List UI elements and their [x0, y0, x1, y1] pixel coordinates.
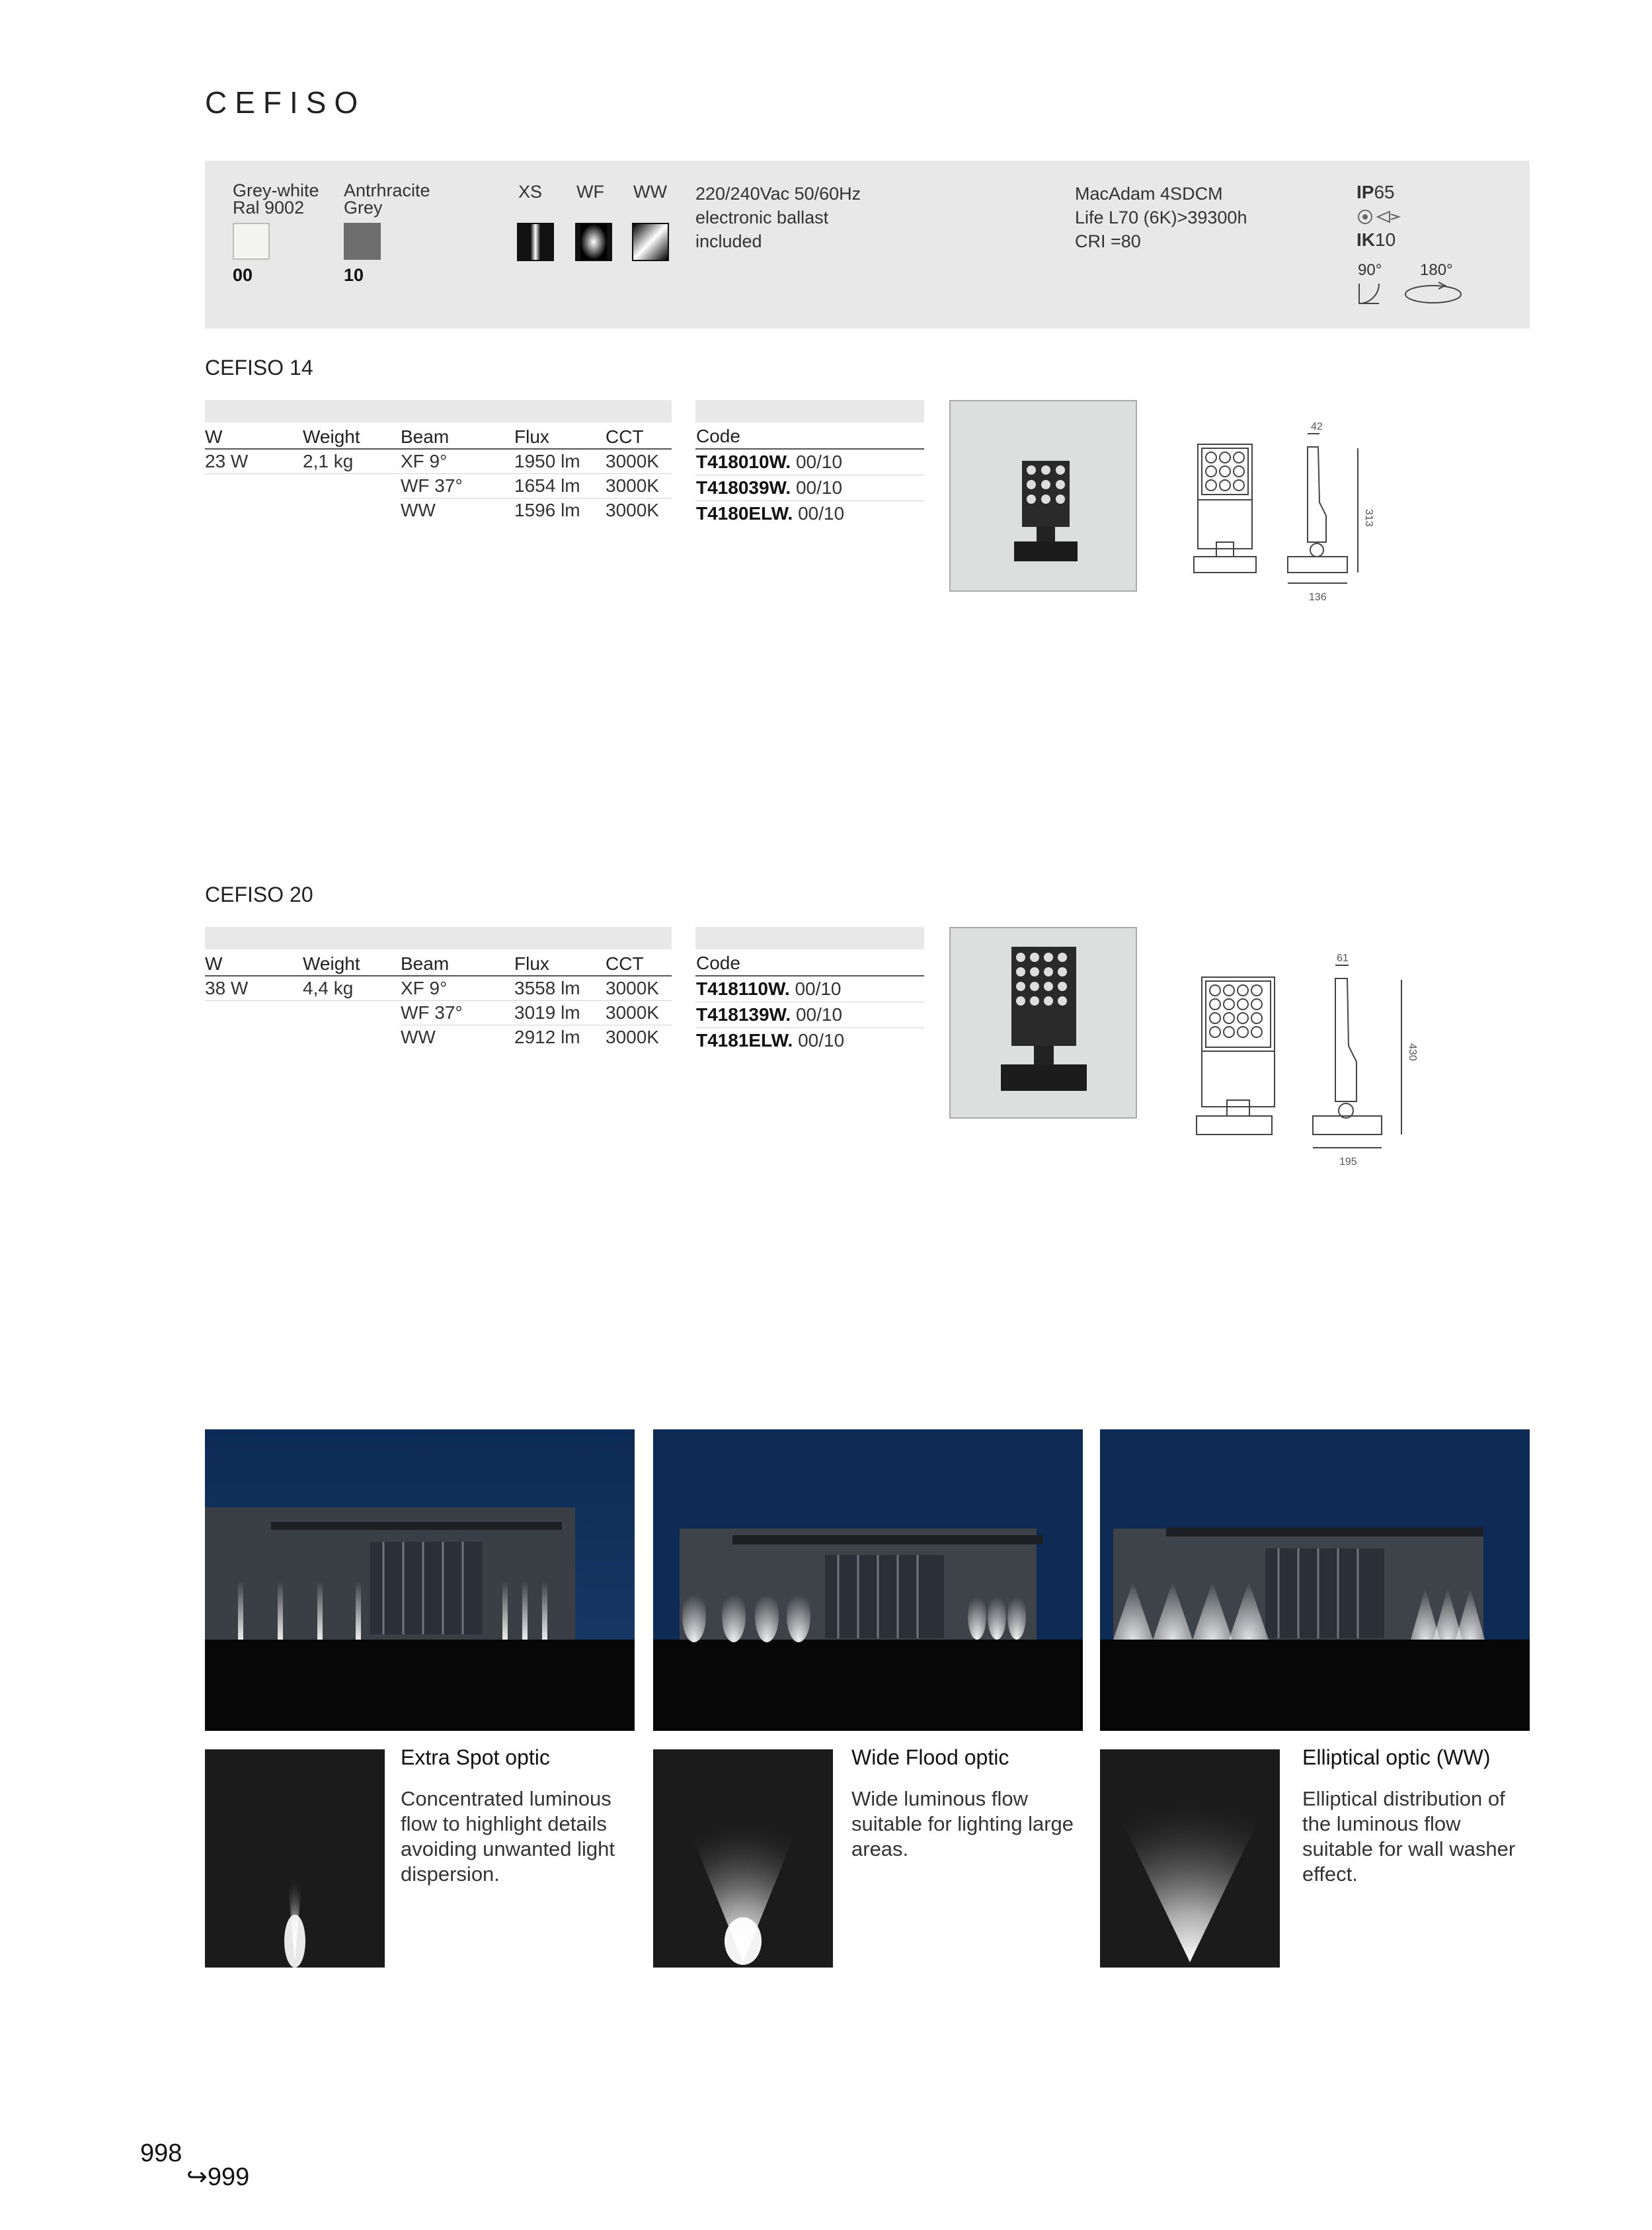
article-suffix: 00/10: [795, 978, 842, 999]
col-flux: Flux: [514, 424, 606, 449]
finish-swatch-grey-white[interactable]: [233, 223, 270, 260]
col-code: Code: [695, 951, 924, 976]
cell-cct: 3000K: [606, 500, 659, 520]
article-suffix: 00/10: [795, 1004, 843, 1025]
ik-rating: [1357, 229, 1396, 250]
optic-2-title: Wide Flood optic: [851, 1745, 1009, 1769]
cell-flux: 2912 lm: [514, 1027, 580, 1047]
ip-value: 65: [1374, 182, 1395, 202]
cell-cct: 3000K: [606, 474, 672, 498]
elliptical-beam-image: [1100, 1749, 1280, 1968]
optic-1-title: Extra Spot optic: [401, 1745, 550, 1769]
article-suffix: 00/10: [798, 1030, 845, 1051]
product-2-spec-table: [205, 951, 672, 1049]
wf-beam-icon: [575, 223, 612, 261]
electrical-line-2: electronic ballast: [695, 208, 829, 227]
article-code: T4180ELW.: [696, 503, 793, 524]
product-1-spec-table: [205, 424, 672, 522]
finish-0-sub: Ral 9002: [233, 198, 305, 218]
finish-swatch-anthracite[interactable]: [344, 223, 381, 260]
cell-beam: WW: [401, 500, 436, 520]
table-row: [205, 976, 672, 1001]
optic-1-description: Concentrated luminous flow to highlight details avoiding unwanted light dispersion.: [401, 1787, 615, 1886]
optic-2-description: Wide luminous flow suitable for lighting large areas.: [851, 1787, 1074, 1860]
col-beam: Beam: [401, 424, 514, 449]
dim-height: 430: [1407, 1043, 1418, 1061]
finish-1-name: Antrhracite: [344, 180, 430, 200]
product-2-code-table: [695, 951, 924, 1053]
next-page-link[interactable]: [186, 2162, 249, 2192]
next-page-number: 999: [207, 2163, 250, 2191]
table-row: [205, 1001, 672, 1025]
article-suffix: 00/10: [798, 503, 845, 524]
xs-beam-icon: [517, 223, 554, 261]
col-flux: Flux: [514, 951, 606, 976]
cell-beam: XF 9°: [401, 449, 514, 474]
table-row[interactable]: [695, 1028, 924, 1054]
cell-w: 23 W: [205, 449, 303, 474]
beam-label-wf: WF: [576, 182, 604, 202]
tilt-icon: [1357, 280, 1383, 309]
electrical-line-1: 220/240Vac 50/60Hz: [695, 184, 861, 204]
finish-1-code: 10: [344, 265, 364, 285]
spec-header-row: [205, 424, 672, 449]
beam-label-ww: WW: [633, 182, 667, 202]
cell-weight: 4,4 kg: [303, 976, 401, 1001]
col-beam: Beam: [401, 951, 514, 976]
dim-depth: 42: [1311, 421, 1323, 432]
scene-extra-spot: [205, 1429, 635, 1731]
electrical-info: [695, 182, 861, 253]
table-row[interactable]: [695, 976, 924, 1002]
photometric-line-2: Life L70 (6K)>39300h: [1075, 208, 1247, 227]
product-1-code-bar: [695, 400, 924, 422]
cell-cct: 3000K: [606, 1001, 672, 1025]
table-row[interactable]: [695, 449, 924, 475]
ww-beam-icon: [632, 223, 669, 261]
photometric-line-3: CRI =80: [1075, 231, 1141, 251]
col-code: Code: [695, 424, 924, 449]
article-suffix: 00/10: [795, 452, 843, 472]
beam-label-xs: XS: [518, 182, 543, 202]
article-suffix: 00/10: [795, 477, 843, 498]
spec-header-row: [205, 951, 672, 976]
dim-depth: 61: [1337, 953, 1349, 964]
product-2-spec-bar: [205, 927, 672, 949]
finish-0-label: [233, 182, 319, 216]
cell-flux: 1950 lm: [514, 449, 606, 474]
product-2-photo: [949, 927, 1137, 1119]
table-row[interactable]: [695, 1002, 924, 1028]
cell-beam: WW: [401, 1027, 436, 1047]
product-1-photo: [949, 400, 1137, 592]
photometric-info: [1075, 182, 1247, 253]
page-number: 998: [140, 2139, 182, 2167]
article-code: T418039W.: [696, 477, 791, 498]
cell-flux: 3558 lm: [514, 976, 606, 1001]
product-2-technical-drawing: [1190, 937, 1428, 1179]
dim-width: 195: [1339, 1156, 1357, 1168]
col-w: W: [205, 424, 303, 449]
article-code: T4181ELW.: [696, 1030, 793, 1051]
cell-cct: 3000K: [606, 449, 672, 474]
dim-height: 313: [1363, 509, 1374, 527]
ip-rating: [1357, 182, 1395, 202]
cell-flux: 3019 lm: [514, 1001, 606, 1025]
photometric-line-1: MacAdam 4SDCM: [1075, 184, 1223, 204]
finish-0-name: Grey-white: [233, 180, 319, 200]
optic-3-description: Elliptical distribution of the luminous flow suitable for wall washer effect.: [1302, 1787, 1516, 1886]
scene-elliptical: [1100, 1429, 1530, 1731]
finish-1-sub: Grey: [344, 198, 383, 218]
article-code: T418139W.: [696, 1004, 791, 1025]
product-1-title: CEFISO 14: [205, 356, 313, 379]
product-1-code-table: [695, 424, 924, 526]
col-weight: Weight: [303, 951, 401, 976]
product-2-title: CEFISO 20: [205, 883, 313, 906]
article-code: T418110W.: [696, 978, 790, 999]
table-row[interactable]: [695, 475, 924, 501]
extra-spot-beam-image: [205, 1749, 385, 1968]
page-title: CEFISO: [205, 85, 366, 120]
ip-prefix: IP: [1357, 182, 1374, 202]
ik-prefix: IK: [1357, 229, 1375, 250]
table-row: [205, 449, 672, 474]
table-row[interactable]: [695, 501, 924, 527]
rotation-icon: [1401, 280, 1465, 309]
tilt-angle: 90°: [1358, 261, 1382, 279]
cell-beam: WF 37°: [401, 1001, 514, 1025]
cell-cct: 3000K: [606, 976, 672, 1001]
scene-wide-flood: [653, 1429, 1083, 1731]
optic-3-title: Elliptical optic (WW): [1302, 1745, 1491, 1769]
electrical-line-3: included: [695, 231, 762, 251]
product-1-spec-bar: [205, 400, 672, 422]
spec-band: [205, 161, 1530, 329]
finish-0-code: 00: [233, 265, 253, 285]
cell-beam: XF 9°: [401, 976, 514, 1001]
cell-flux: 1596 lm: [514, 500, 580, 520]
rotation-angle: 180°: [1420, 261, 1453, 279]
arrow-icon: ↪: [186, 2163, 208, 2191]
cell-weight: 2,1 kg: [303, 449, 401, 474]
table-row: [205, 498, 672, 523]
col-weight: Weight: [303, 424, 401, 449]
table-row: [205, 1025, 672, 1050]
article-code: T418010W.: [696, 452, 791, 472]
product-1-technical-drawing: [1190, 410, 1395, 612]
finish-1-label: [344, 182, 430, 216]
cell-flux: 1654 lm: [514, 474, 606, 498]
product-2-code-bar: [695, 927, 924, 949]
col-cct: CCT: [606, 424, 672, 449]
dim-width: 136: [1309, 592, 1327, 603]
col-w: W: [205, 951, 303, 976]
ik-value: 10: [1375, 229, 1396, 250]
wide-flood-beam-image: [653, 1749, 833, 1968]
certification-icons: [1358, 208, 1401, 229]
cell-cct: 3000K: [606, 1027, 659, 1047]
table-row: [205, 474, 672, 498]
col-cct: CCT: [606, 951, 672, 976]
cell-w: 38 W: [205, 976, 303, 1001]
cell-beam: WF 37°: [401, 474, 514, 498]
